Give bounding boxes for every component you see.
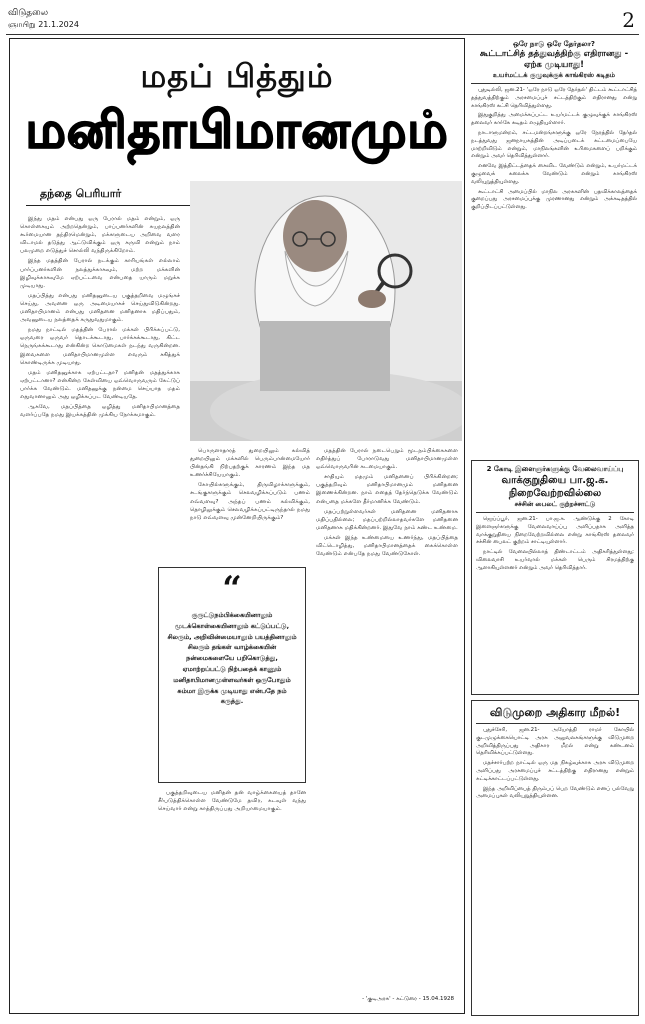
newspaper-name: விடுதலை — [8, 8, 49, 18]
paragraph: நமது நாட்டில் மதத்தின் பேரால் மக்கள் பிரிக்கப்பட்டு, ஒருவரை ஒருவர் தொடக்கூடாது, பார்க்கக்கூடாது, கிட்ட நெருங்கக்கூடாது என்கின்ற கொடுமைகள் நடந்து வருகின்றன. இவைகளை மனிதாபிமானமுள்ள எவரும் சகித்துக் கொண்டிருக்க முடியாது. — [20, 327, 180, 366]
article-column-2-lower — [158, 789, 306, 1003]
sidebar-story-1 — [471, 40, 637, 214]
paragraph: புதுடில்லி, ஜன.21- 'ஒரே நாடு ஒரே தேர்தல்' திட்டம் கூட்டாட்சித் தத்துவத்திற்கும் அரசமைப்புச் சட்டத்திற்கும் எதிரானது என்று காங்கிரஸ் கட்சி தெரிவித்துள்ளது. — [471, 87, 637, 109]
periyar-portrait-illustration — [190, 181, 462, 441]
paragraph: இந்த மதத்தின் பேரால் நடக்கும் காரியங்கள் எல்லாம் பார்ப்பனர்களின் நலத்துக்காகவும், மற்ற மக்களின் இழிவுக்காகவுமே ஏற்பட்டவை என்பதை யாரும் மறுக்க முடியாது. — [20, 258, 180, 289]
story-2-kicker: 2 கோடி இளைஞர்களுக்கு வேலைவாய்ப்பு — [486, 465, 624, 473]
sidebar-story-3 — [471, 700, 639, 1016]
masthead — [8, 8, 79, 30]
author-underline — [26, 205, 206, 206]
article-source-credit: - 'குடிஅரசு' - கட்டுரை - 15.04.1928 — [362, 996, 454, 1002]
pull-quote-box — [158, 567, 306, 783]
article-author: தந்தை பெரியார் — [40, 187, 122, 200]
paragraph: கோயில்களுக்கும், திருவிழாக்களுக்கும், சடங்குகளுக்கும் செலவழிக்கப்படும் பணம் எவ்வளவு? அந்தப் பணம் கல்விக்கும், தொழிலுக்கும் செலவழிக்கப்பட்டிருந்தால் நமது நாடு எவ்வளவு முன்னேறியிருக்கும்? — [190, 482, 310, 521]
paragraph: ஜெய்ப்பூர், ஜன.21- பா.ஜ.க. ஆண்டுக்கு 2 கோடி இளைஞர்களுக்கு வேலைவாய்ப்பு அளிப்பதாக அளித்த வாக்குறுதியை நிறைவேற்றவில்லை என்று காங்கிரஸ் தலைவர் சச்சின் பைலட் குற்றம் சாட்டியுள்ளார். — [476, 516, 634, 546]
article-title-line-2: மனிதாபிமானமும் — [25, 101, 449, 159]
divider — [476, 512, 634, 513]
sidebar-story-2 — [471, 460, 639, 695]
paragraph: கூட்டாட்சி அமைப்பில் மாநில அரசுகளின் பதவிக்காலத்தைக் குறைப்பது அரசமைப்புக்கு முரணானது என்றும் அக்கடிதத்தில் குறிப்பிடப்பட்டுள்ளது. — [471, 188, 637, 211]
paragraph: நாட்டில் வேலையில்லாத் திண்டாட்டம் அதிகரித்துள்ளது; விலைவாசி உயர்வால் மக்கள் பெரும் சிரமத்திற்கு ஆளாகியுள்ளனர் என்றும் அவர் தெரிவித்தார். — [476, 549, 634, 571]
story-1-kicker: ஒரே நாடு ஒரே தேர்தலா? — [513, 40, 595, 48]
paragraph: இந்த அறிவிப்பைத் திரும்பப் பெற வேண்டும் எனப் பல்வேறு அமைப்புகள் வலியுறுத்தியுள்ளன. — [476, 785, 634, 800]
pull-quote-text: குருட்டுநம்பிக்கையினாலும் மூடக்கொள்கையினாலும் கட்டுப்பட்டு, சிலரும், அறிவின்மையாலும் பயத்தினாலும் சிலரும் தங்கள் வாழ்க்கையின் நன்மைகளையே பறிகொடுத்து, ஏமாற்றப்பட்டு நிற்பதைக் காணும் மனிதாபிமானமுள்ளவர்கள் ஒருபோதும் சும்மா இருக்க முடியாது என்பதே நம் கருத்து. — [167, 611, 297, 706]
paragraph: எனவே இத்திட்டத்தைக் கைவிட வேண்டும் என்றும், உயர்மட்டக் குழுவைக் கலைக்க வேண்டும் என்றும் காங்கிரஸ் வலியுறுத்தியுள்ளது. — [471, 163, 637, 185]
paragraph: சாதியும் மதமும் மனிதனைப் பிரிக்கின்றன; பகுத்தறிவும் மனிதாபிமானமும் மனிதனை இணைக்கின்றன. நாம் எதைத் தேர்ந்தெடுக்க வேண்டும் என்பதை மக்களே தீர்மானிக்க வேண்டும். — [316, 474, 458, 505]
header-divider — [6, 34, 639, 35]
paragraph: மதச்சார்பற்ற நாட்டில் ஒரு மத நிகழ்வுக்காக அரசு விடுமுறை அளிப்பது அரசமைப்புச் சட்டத்திற்கு எதிரானது என்றும் சுட்டிக்காட்டப்பட்டுள்ளது. — [476, 760, 634, 782]
story-1-subhead: உயர்மட்டக் குழுவுக்குக் காங்கிரஸ் கடிதம் — [492, 71, 616, 79]
page-number: 2 — [622, 8, 635, 32]
paragraph: நாடாளுமன்றம், சட்டமன்றங்களுக்கு ஒரே நேரத்தில் தேர்தல் நடத்துவது ஜனநாயகத்தின் அடிப்படைக் கட்டமைப்பையே மாற்றிவிடும் என்றும், மாநிலங்களின் உரிமைகளைப் பறிக்கும் என்றும் அவர் தெரிவித்துள்ளார். — [471, 129, 637, 160]
paragraph: மக்கள் இந்த உண்மையை உணர்ந்து, மதப்பித்தை விட்டொழித்து, மனிதாபிமானத்தைக் கைக்கொள்ள வேண்டும் என்பதே நமது வேண்டுகோள். — [316, 534, 458, 558]
paragraph: புதுச்சேரி, ஜன.21- அயோத்தி ராமர் கோயில் குடமுழுக்கையொட்டி அரசு அலுவலகங்களுக்கு விடுமுறை அறிவித்திருப்பது அதிகார மீறல் என்று கண்டனம் தெரிவிக்கப்பட்டுள்ளது. — [476, 727, 634, 757]
paragraph: இந்து மதம் என்பது ஒரு பேரால் மதம் என்றும், ஒரு கொள்கையும் அற்றதென்றும், பாப்பனர்களின் சுயநலத்தின் கூர்மையான தந்திரமென்றும், மக்களுடைய அறிவை வளர விடாமல் தடுத்து ஆட்டுவிக்கும் ஒரு கருவி என்றும் நாம் பலமுறை எடுத்துச் சொல்லி வந்திருக்கிறோம். — [20, 216, 180, 255]
divider — [476, 723, 634, 724]
paragraph: மதம் மனிதனுக்காக ஏற்பட்டதா? மனிதன் மதத்துக்காக ஏற்பட்டானா? என்கின்ற கேள்வியை ஒவ்வொருவரும் கேட்டுப் பார்க்க வேண்டும். மனிதனுக்கு நன்மை செய்யாத மதம் எதுவானாலும் அது ஒழிக்கப்பட வேண்டியதே. — [20, 369, 180, 400]
issue-date: ஞாயிறு 21.1.2024 — [8, 20, 79, 29]
paragraph: பகுத்தறிவுடைய மனிதன் தன் வாழ்க்கையைத் தானே சீர்படுத்திக்கொள்ள வேண்டுமே தவிர, கடவுள் வந்து செய்வார் என்று காத்திருப்பது அறியாமையாகும். — [158, 790, 306, 813]
article-column-1 — [20, 215, 180, 1003]
paragraph: இதுகுறித்து அமைக்கப்பட்ட உயர்மட்டக் குழுவுக்குக் காங்கிரஸ் தலைவர் கார்கே கடிதம் எழுதியுள்ளார். — [471, 112, 637, 127]
paragraph: மதப்பித்து என்பது மனிதனுடைய பகுத்தறிவை மழுங்கச் செய்து, அவனை ஒரு அடிமையாகச் செய்துவிடுகின்றது. மனிதாபிமானம் என்பது மனிதனை மனிதனாக மதிப்பதும், அவனுடைய நலத்தைக் கருதுவதுமாகும். — [20, 292, 180, 324]
article-column-2 — [190, 447, 310, 559]
quote-mark-icon: “ — [222, 569, 242, 609]
main-article — [9, 38, 465, 1014]
paragraph: மதத்தின் பேரால் நடைபெறும் மூடநம்பிக்கைகளை எதிர்த்துப் போராடுவது மனிதாபிமானமுள்ள ஒவ்வொருவரின் கடமையாகும். — [316, 448, 458, 471]
author-photo — [190, 181, 462, 441]
paragraph: பொருளாதாரத் துறையிலும் கல்வித் துறையிலும் மக்களில் பெரும்பான்மையோர் பின்தங்கி நிற்பதற்குக் காரணம் இந்த மத உணர்ச்சியேயாகும். — [190, 448, 310, 479]
article-column-3 — [316, 447, 458, 987]
paragraph: ஆகவே, மதப்பித்தை ஒழித்து மனிதாபிமானத்தை வளர்ப்பதே நமது இயக்கத்தின் முக்கிய நோக்கமாகும். — [20, 404, 180, 419]
story-2-subhead: சச்சின் பைலட் குற்றச்சாட்டு — [514, 500, 596, 508]
divider — [471, 83, 637, 84]
paragraph: மதப்பற்றுள்ளவர்கள் மனிதனை மனிதனாக மதிப்பதில்லை; மதப்பற்றில்லாதவர்களே மனிதனை மனிதனாக மதிக்கின்றனர். இதுவே நாம் கண்ட உண்மை. — [316, 508, 458, 531]
story-3-headline: விடுமுறை அதிகார மீறல்! — [489, 706, 621, 719]
article-title-line-1: மதப் பித்தும் — [140, 57, 334, 95]
story-1-headline: கூட்டாட்சித் தத்துவத்திற்கு எதிரானது - ஏற்க முடியாது! — [479, 49, 629, 70]
story-2-headline: வாக்குறுதியை பா.ஜ.க. நிறைவேற்றவில்லை — [501, 475, 609, 499]
